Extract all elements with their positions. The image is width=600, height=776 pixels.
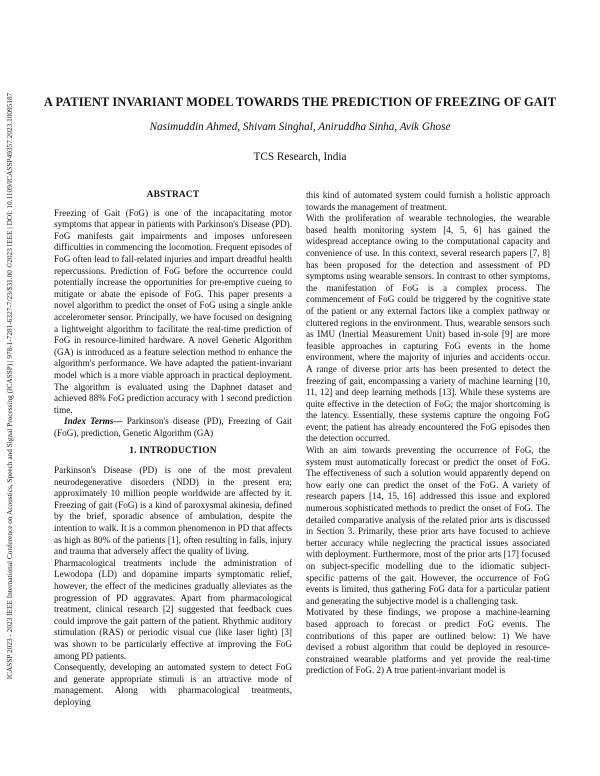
right-column [306,190,550,677]
author-list: Nasimuddin Ahmed, Shivam Singhal, Aniruddha Sinha, Avik Ghose [149,121,451,133]
intro-paragraph-2: Pharmacological treatments include the administration of Lewodopa (LD) and dopamine imparts symptomatic relief, however, the effect of the medicines gradually alleviates as the progression of PD aggravates. Apart from pharmacological treatment, clinical research [2] suggested that feedback cues could improve the gait pattern of the patient. Rhythmic auditory stimulation (RAS) or periodic visual cue (like laser light) [3] was shown to be particularly effective at improving the FoG among PD patients. [54,557,292,661]
intro-paragraph-3: Consequently, developing an automated system to detect FoG and generate appropriate stimuli is an attractive mode of management. Along with pharmacological treatments, deploying [54,662,292,707]
left-column [54,190,292,709]
paper-title: A PATIENT INVARIANT MODEL TOWARDS THE PREDICTION OF FREEZING OF GAIT [43,95,557,109]
right-paragraph-2: With the proliferation of wearable technologies, the wearable based health monitoring system [4, 5, 6] has gained the widespread acceptance owing to the computational capacity and convenience of use. In this context, several research papers [7, 8] has been proposed for the detection and assessment of PD symptoms using wearable sensors. In contrast to other symptoms, the manifestation of FoG is a complex process. The commencement of FoG could be triggered by the cognitive state of the patient or any external factors like a complex pathway or cluttered regions in the environment. Thus, wearable sensors such as IMU (Inertial Measurement Unit) based in-sole [9] are more feasible approaches in capturing FoG events in the home environment, where the majority of injuries and accidents occur. A range of diverse prior arts has been presented to detect the freezing of gait, encompassing a variety of machine learning [10, 11, 12] and deep learning methods [13]. While these systems are quite effective in the detection of FoG; the major shortcoming is the latency. Essentially, these systems capture the ongoing FoG event; the patient has already encountered the FoG episodes then the detection occurred. [306,213,550,444]
abstract-heading: ABSTRACT [146,190,200,200]
right-paragraph-1: this kind of automated system could furnish a holistic approach towards the management of treatment. [306,190,550,212]
copyright-sidebar: ICASSP 2023 - 2023 IEEE International Conference on Acoustics, Speech and Signal Processing (ICASSP) | 978-1-7281-6327-7/23/$31.00 ©2023 IEEE | DOI: 10.1109/ICASSP49357.2023.10095187 [5,92,14,680]
index-terms [54,416,292,439]
introduction-heading: 1. INTRODUCTION [129,446,217,457]
abstract-text: Freezing of Gait (FoG) is one of the incapacitating motor symptoms that appear in patients with Parkinson's Disease (PD). FoG manifests gait impairments and imposes unforeseen difficulties in commencing the locomotion. Frequent episodes of FoG often lead to fall-related injuries and impart dreadful health repercussions. Prediction of FoG before the occurrence could potentially increase the opportunities for pre-emptive cueing to mitigate or abate the episode of FoG. This paper presents a novel algorithm to predict the onset of FoG using a single ankle accelerometer sensor. Principally, we have focused on designing a lightweight algorithm to facilitate the real-time prediction of FoG in resource-limited hardware. A novel Genetic Algorithm (GA) is introduced as a feature selection method to enhance the algorithm's performance. We have adapted the patient-invariant model which is a more viable approach in practical deployment. The algorithm is evaluated using the Daphnet dataset and achieved 88% FoG prediction accuracy with 1 second prediction time. [54,207,292,415]
intro-paragraph-1: Parkinson's Disease (PD) is one of the most prevalent neurodegenerative disorders (NDD) in the present era; approximately 10 million people worldwide are affected by it. Freezing of gait (FoG) is a kind of paroxysmal akinesia, defined by the brief, sporadic absence of ambulation, despite the intention to walk. It is a common phenomenon in PD that affects as high as 80% of the patients [1], often resulting in falls, injury and trauma that adversely affect the quality of living. [54,465,292,557]
right-paragraph-3: With an aim towards preventing the occurrence of FoG, the system must automatically forecast or predict the onset of FoG. The effectiveness of such a solution would apparently depend on how early one can predict the onset of the FoG. A variety of research papers [14, 15, 16] addressed this issue and explored numerous sophisticated methods to predict the onset of FoG. The detailed comparative analysis of the related prior arts is discussed in Section 3. Primarily, these prior arts have focused to achieve better accuracy while neglecting the practical issues associated with deployment. Furthermore, most of the prior arts [17] focused on subject-specific modelling due to the idiomatic subject-specific patterns of the gait. However, the occurrence of FoG events is limited, thus gathering FoG data for a particular patient and generating the subjective model is a challenging task. [306,445,550,606]
index-terms-label: Index Terms— [64,416,123,427]
affiliation: TCS Research, India [253,151,347,163]
index-terms-text: Parkinson's disease (PD), Freezing of Gait (FoG), prediction, Genetic Algorithm (GA) [54,416,292,438]
right-paragraph-4: Motivated by these findings, we propose a machine-learning based approach to forecast or predict FoG events. The contributions of this paper are outlined below: 1) We have devised a robust algorithm that could be deployed in resource-constrained wearable platforms and yet provide the real-time prediction of FoG. 2) A true patient-invariant model is [306,607,550,676]
